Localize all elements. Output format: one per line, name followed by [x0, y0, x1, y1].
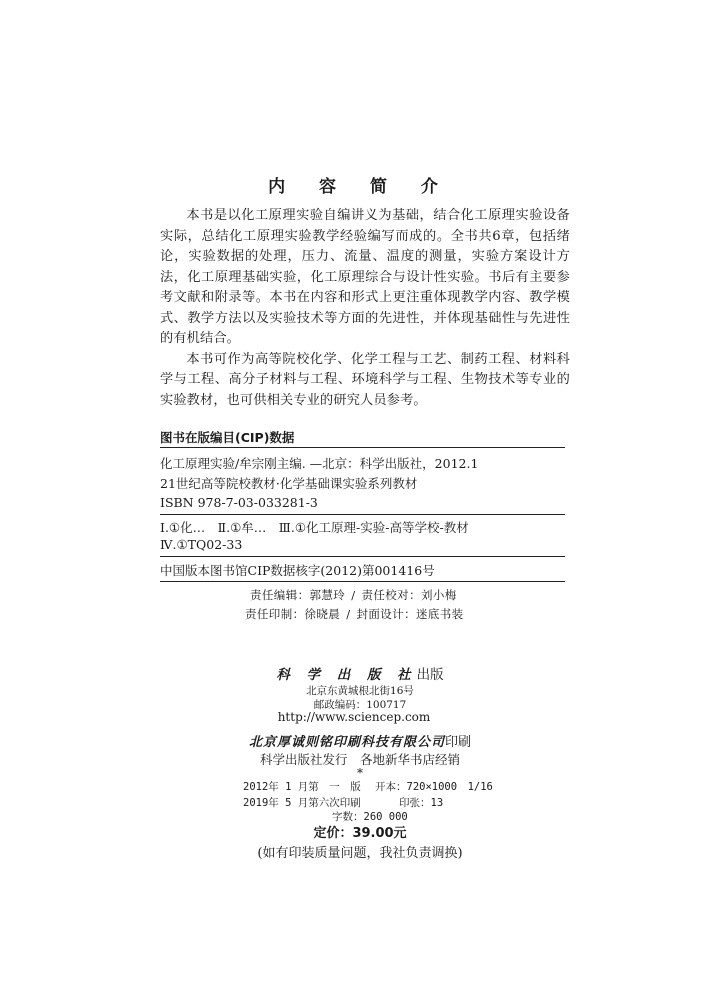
- publisher-name: 科 学 出 版 社: [276, 667, 417, 683]
- page-title: 内 容 简 介: [268, 177, 452, 197]
- cip-rule-2: [160, 514, 565, 515]
- printer-line: [0, 731, 720, 750]
- publisher-suffix: 出版: [416, 667, 444, 683]
- edition-printing: 2019年 5 月第六次印刷: [243, 797, 361, 809]
- cip-bottom-rule: [160, 581, 565, 582]
- edition-word-count: 字数：260 000: [332, 811, 408, 823]
- cip-classification-1: Ⅰ.①化… Ⅱ.①牟… Ⅲ.①化工原理-实验-高等学校-教材: [160, 520, 469, 535]
- publisher-address: 北京东黄城根北街16号: [306, 685, 414, 697]
- credits-row-2: [245, 606, 464, 622]
- cip-series-line: 21世纪高等院校教材·化学基础课实验系列教材: [160, 476, 418, 491]
- cip-record-number: 中国版本图书馆CIP数据核字(2012)第001416号: [160, 563, 435, 578]
- publisher-line: [0, 663, 720, 683]
- intro-section: [160, 206, 570, 411]
- edition-first: 2012年 1 月第 一 版: [243, 781, 361, 793]
- publisher-website: http://www.sciencep.com: [277, 710, 431, 724]
- credit-separator: /: [351, 588, 356, 602]
- quality-note: (如有印装质量问题，我社负责调换): [257, 846, 463, 861]
- credit-editor: 责任编辑：郭慧玲: [250, 588, 346, 602]
- credits-row-1: [250, 587, 457, 603]
- edition-format: 开本：720×1000 1/16: [375, 781, 493, 793]
- cip-heading: 图书在版编目(CIP)数据: [160, 430, 295, 445]
- distribution-line: 科学出版社发行 各地新华书店经销: [259, 752, 460, 767]
- edition-sheets: 印张：13: [399, 797, 444, 809]
- cip-top-rule: [160, 447, 565, 448]
- publisher-postcode: 邮政编码：100717: [313, 699, 407, 711]
- separator-star: *: [357, 766, 363, 780]
- credit-proofreader: 责任校对：刘小梅: [361, 588, 457, 602]
- intro-paragraph-1: 本书是以化工原理实验自编讲义为基础，结合化工原理实验设备实际，总结化工原理实验教学经验编写而成的。全书共6章，包括绪论，实验数据的处理，压力、流量、温度的测量，实验方案设计方法，化工原理基础实验，化工原理综合与设计性实验。书后有主要参考文献和附录等。本书在内容和形式上更注重体现教学内容、教学模式、教学方法以及实验技术等方面的先进性，并体现基础性与先进性的有机结合。: [160, 208, 570, 346]
- printer-name: 北京厚诚则铭印刷科技有限公司: [248, 735, 445, 750]
- cip-title-line: 化工原理实验/牟宗刚主编. —北京：科学出版社，2012.1: [160, 456, 479, 471]
- cip-rule-3: [160, 556, 565, 557]
- credit-print-manager: 责任印制：徐晓晨: [245, 607, 341, 621]
- printer-suffix: 印刷: [445, 735, 472, 750]
- credit-separator: /: [346, 607, 351, 621]
- price: 定价：39.00元: [313, 826, 407, 841]
- cip-isbn: ISBN 978-7-03-033281-3: [160, 495, 318, 510]
- credit-cover-designer: 封面设计：迷底书装: [356, 607, 464, 621]
- cip-classification-2: Ⅳ.①TQ02-33: [160, 537, 243, 552]
- intro-paragraph-2: 本书可作为高等院校化学、化学工程与工艺、制药工程、材料科学与工程、高分子材料与工程、环境科学与工程、生物技术等专业的实验教材，也可供相关专业的研究人员参考。: [160, 351, 570, 408]
